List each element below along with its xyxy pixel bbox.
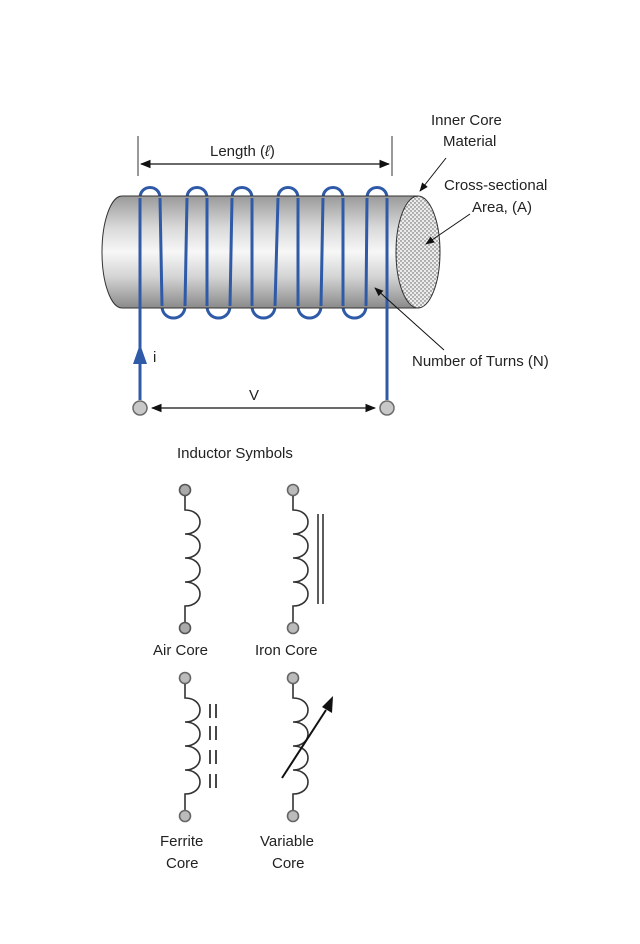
ferrite-core-label-line2: Core	[166, 855, 199, 872]
inner-core-label-line2: Material	[443, 133, 497, 150]
current-label: i	[153, 349, 157, 366]
iron-core-label: Iron Core	[255, 642, 318, 659]
terminal-left	[133, 401, 147, 415]
variable-core-label-line1: Variable	[260, 833, 314, 850]
solenoid	[102, 112, 549, 415]
ferrite-core-symbol	[180, 673, 217, 822]
core-cross-section	[396, 196, 440, 308]
symbols-heading: Inductor Symbols	[177, 445, 293, 462]
turns-label: Number of Turns (N)	[412, 353, 549, 370]
length-label: Length (ℓ)	[210, 143, 275, 160]
variable-core-symbol	[282, 673, 326, 822]
inner-core-label-line1: Inner Core	[431, 112, 502, 129]
terminal-right	[380, 401, 394, 415]
air-core-label: Air Core	[153, 642, 209, 659]
air-core-symbol	[180, 485, 201, 634]
cross-section-label-line1: Cross-sectional	[444, 177, 548, 194]
cross-section-label-line2: Area, (A)	[472, 199, 533, 216]
iron-core-symbol	[288, 485, 324, 634]
ferrite-core-label-line1: Ferrite	[160, 833, 204, 850]
core-cylinder	[102, 196, 418, 308]
inner-core-leader	[420, 158, 446, 191]
voltage-label: V	[249, 387, 260, 404]
current-arrow-icon	[133, 344, 147, 364]
variable-core-label-line2: Core	[272, 855, 305, 872]
variable-arrow-icon	[322, 696, 333, 713]
